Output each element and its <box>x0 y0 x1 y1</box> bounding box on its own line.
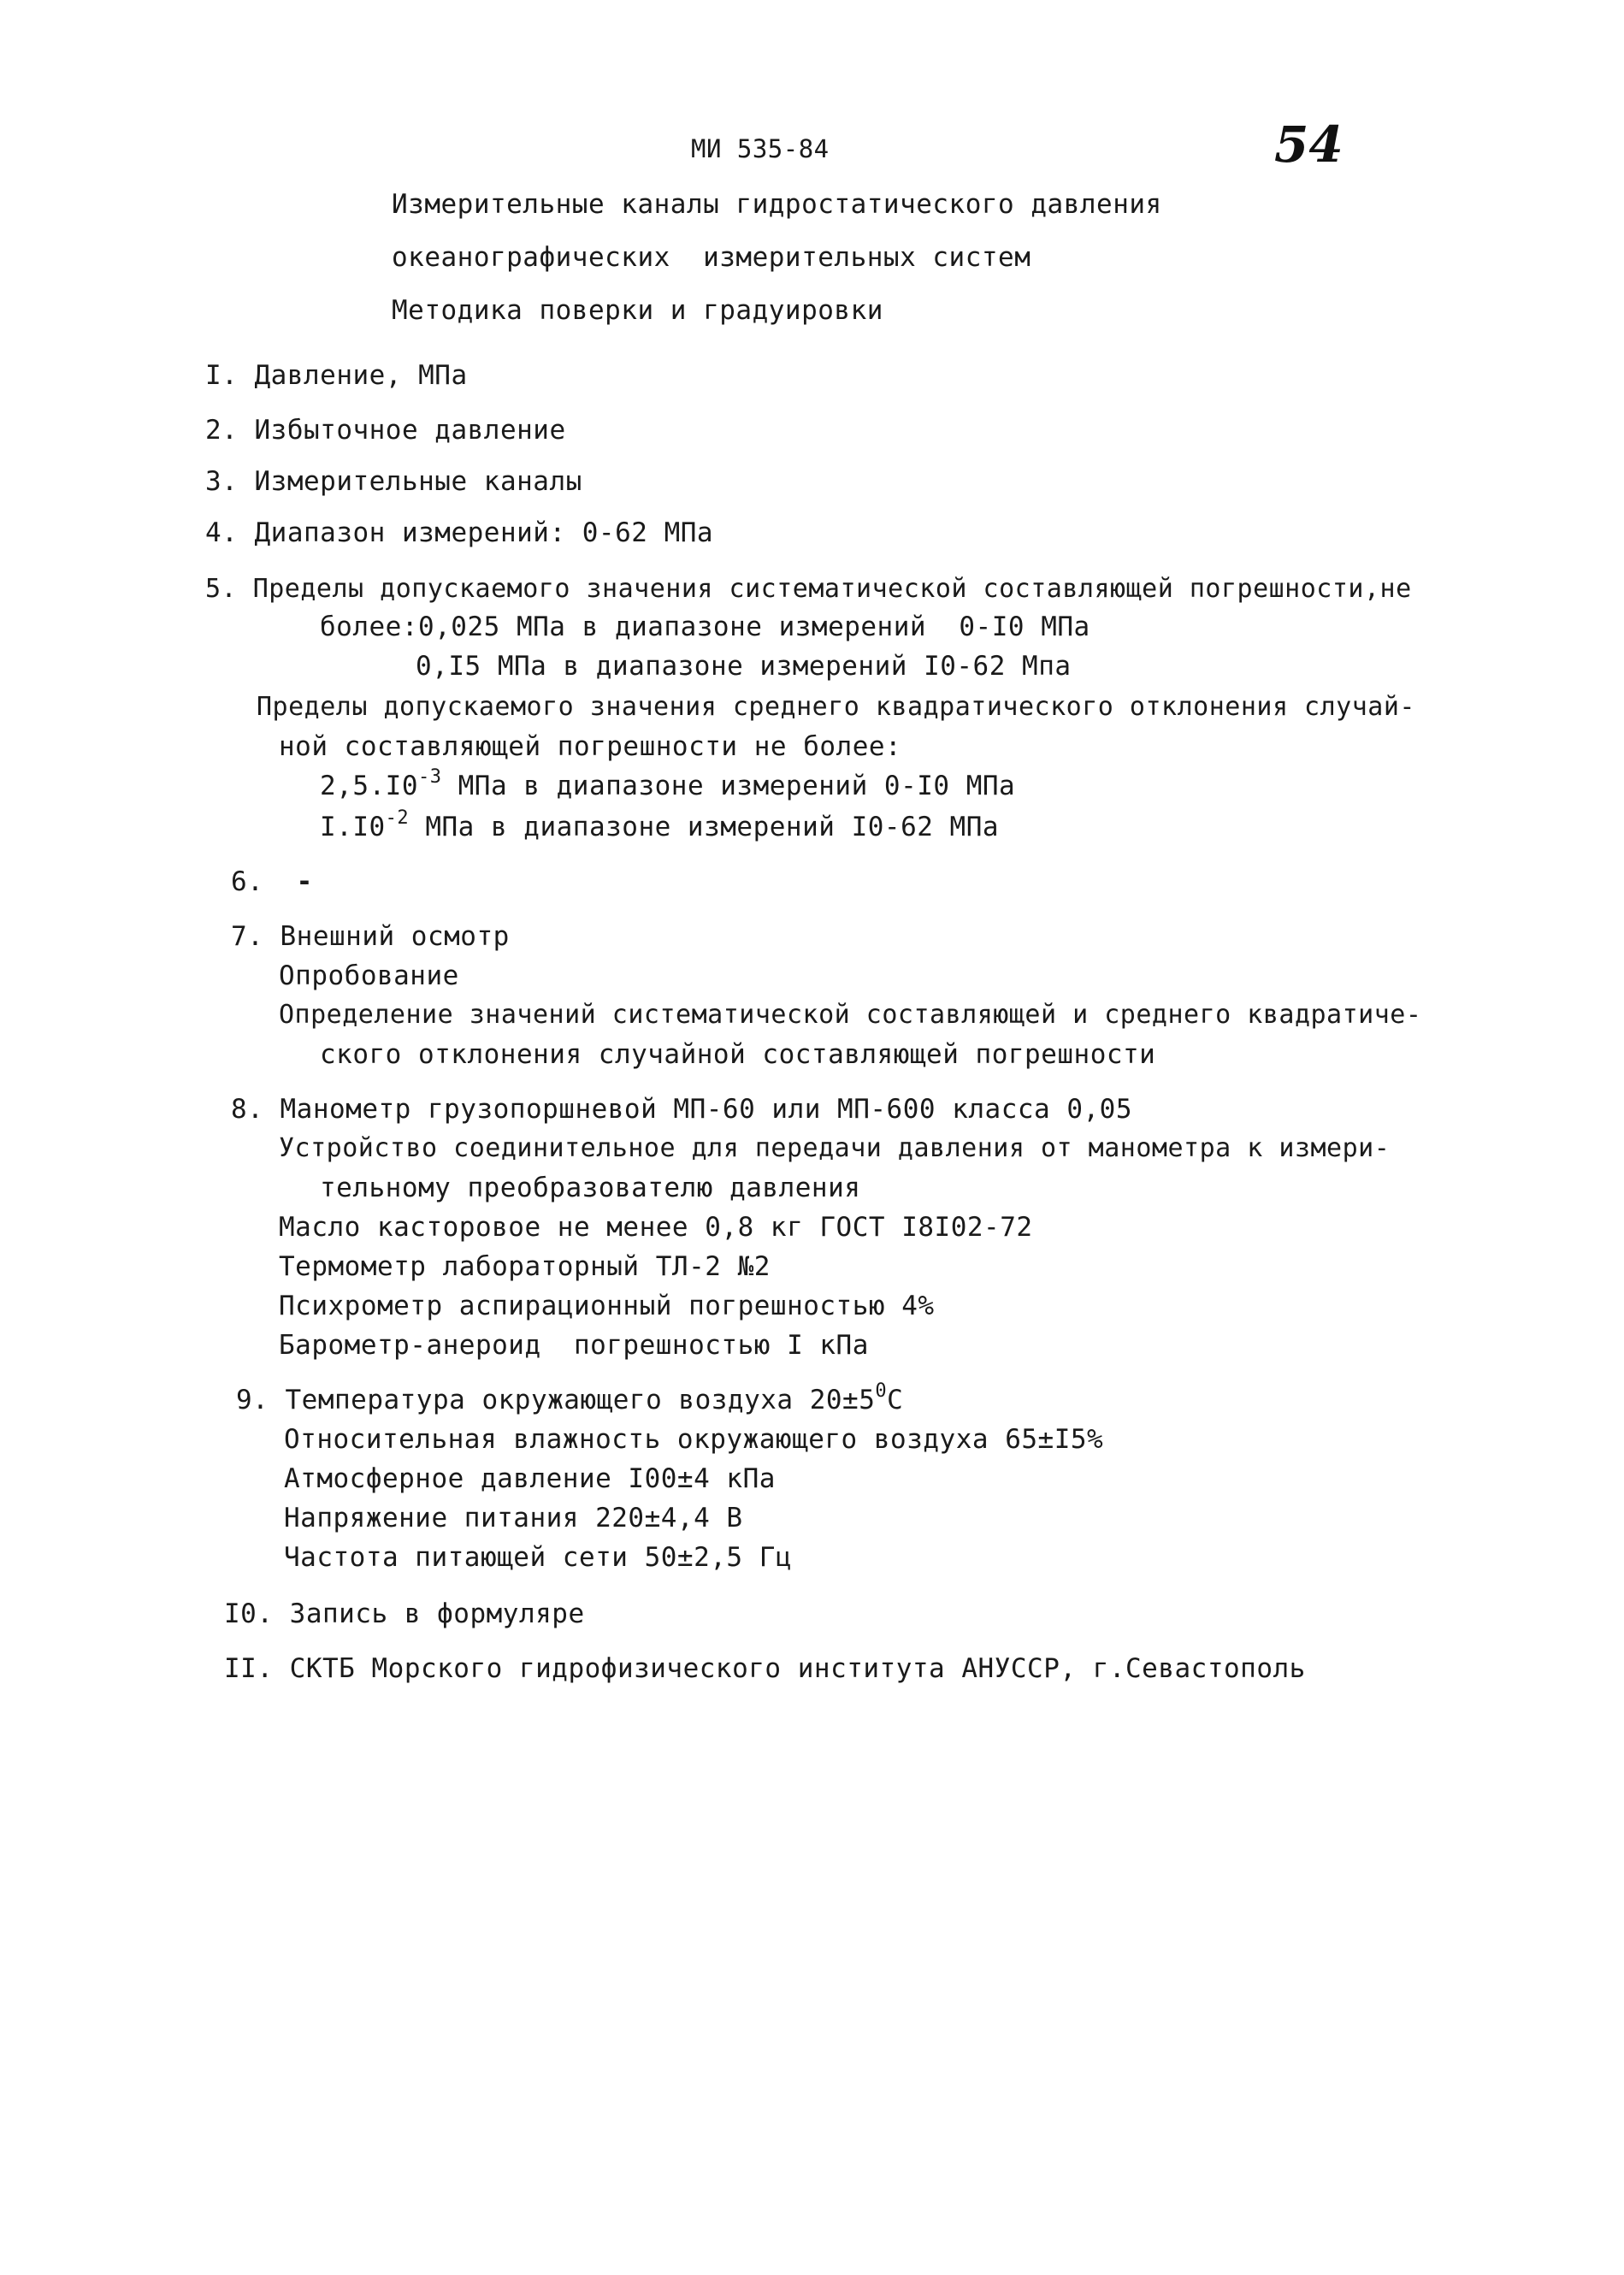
item-10-text: Запись в формуляре <box>289 1598 585 1629</box>
item-2-number: 2. <box>205 415 239 446</box>
item-8-text: Манометр грузопоршневой МП-60 или МП-600 класса 0,05 <box>280 1094 1133 1125</box>
title-line-3: Методика поверки и градуировки <box>392 295 883 326</box>
item-9-line-2: Относительная влажность окружающего воздуха 65±I5% <box>284 1424 1104 1455</box>
item-9-number: 9. <box>236 1385 269 1415</box>
page-number: 54 <box>1274 115 1343 174</box>
item-5-line-7-exponent: -2 <box>385 807 410 829</box>
document-code: МИ 535-84 <box>691 134 830 163</box>
item-11-text: СКТБ Морского гидрофизического института АНУССР, г.Севастополь <box>289 1653 1306 1684</box>
item-7-line-4: ского отклонения случайной составляющей погрешности <box>320 1039 1156 1070</box>
item-7-line-2: Опробование <box>279 960 459 991</box>
item-7-text: Внешний осмотр <box>280 921 510 952</box>
item-8-number: 8. <box>231 1094 264 1125</box>
item-8-line-7: Барометр-анероид погрешностью I кПа <box>279 1330 869 1361</box>
item-8-line-4: Масло касторовое не менее 0,8 кг ГОСТ I8I02-72 <box>279 1212 1033 1243</box>
item-5-line-4: Пределы допускаемого значения среднего квадратического отклонения случай- <box>257 692 1415 722</box>
item-4 <box>205 517 714 548</box>
item-6-text: - <box>296 866 313 897</box>
item-5-number: 5. <box>205 574 238 604</box>
item-2-text: Избыточное давление <box>254 415 566 446</box>
item-7 <box>231 921 510 952</box>
item-9-degree: 0 <box>875 1380 888 1402</box>
item-8-line-2: Устройство соединительное для передачи давления от манометра к измери- <box>279 1133 1391 1163</box>
item-5-line-7-coefficient: I.I0 <box>320 812 386 842</box>
item-6-number: 6. <box>231 866 264 897</box>
item-5-text: Пределы допускаемого значения систематической составляющей погрешности,не <box>252 574 1412 604</box>
item-1 <box>205 360 468 391</box>
item-4-number: 4. <box>205 517 239 548</box>
item-5-line-7 <box>320 807 1000 842</box>
title-line-2: океанографических измерительных систем <box>392 242 1031 273</box>
item-5-line-6-text: МПа в диапазоне измерений 0-I0 МПа <box>441 771 1016 801</box>
item-9-unit: С <box>887 1385 904 1415</box>
item-8-line-5: Термометр лабораторный ТЛ-2 №2 <box>279 1251 771 1282</box>
item-5-line-3: 0,I5 МПа в диапазоне измерений I0-62 Мпа <box>416 651 1072 682</box>
item-8 <box>231 1096 1132 1123</box>
item-9 <box>236 1380 904 1415</box>
item-2 <box>205 417 566 444</box>
item-9-line-4: Напряжение питания 220±4,4 В <box>284 1503 743 1533</box>
item-5-line-2: более:0,025 МПа в диапазоне измерений 0-I0 МПа <box>320 612 1090 642</box>
item-5-line-7-text: МПа в диапазоне измерений I0-62 МПа <box>409 812 1000 842</box>
item-3-text: Измерительные каналы <box>254 466 582 497</box>
item-10 <box>224 1598 585 1629</box>
item-5-line-5: ной составляющей погрешности не более: <box>279 731 902 762</box>
item-10-number: I0. <box>224 1598 274 1629</box>
item-11-number: II. <box>224 1653 274 1684</box>
item-3-number: 3. <box>205 466 239 497</box>
item-8-line-3: тельному преобразователю давления <box>320 1173 861 1203</box>
item-6 <box>231 866 313 897</box>
item-5 <box>205 576 1412 602</box>
item-5-line-6-coefficient: 2,5.I0 <box>320 771 418 801</box>
item-3 <box>205 466 582 497</box>
item-8-line-6: Психрометр аспирационный погрешностью 4% <box>279 1291 935 1321</box>
item-9-line-5: Частота питающей сети 50±2,5 Гц <box>284 1542 793 1573</box>
item-1-number: I. <box>205 360 239 391</box>
item-7-number: 7. <box>231 921 264 952</box>
item-5-line-6 <box>320 766 1016 801</box>
item-9-text: Температура окружающего воздуха 20±5 <box>285 1385 876 1415</box>
title-line-1: Измерительные каналы гидростатического давления <box>392 189 1162 220</box>
item-1-text: Давление, МПа <box>254 360 468 391</box>
item-5-line-6-exponent: -3 <box>417 766 442 788</box>
item-4-text: Диапазон измерений: 0-62 МПа <box>254 517 714 548</box>
item-9-line-3: Атмосферное давление I00±4 кПа <box>284 1463 776 1494</box>
item-7-line-3: Определение значений систематической составляющей и среднего квадратиче- <box>279 1000 1422 1030</box>
item-11 <box>224 1653 1306 1684</box>
